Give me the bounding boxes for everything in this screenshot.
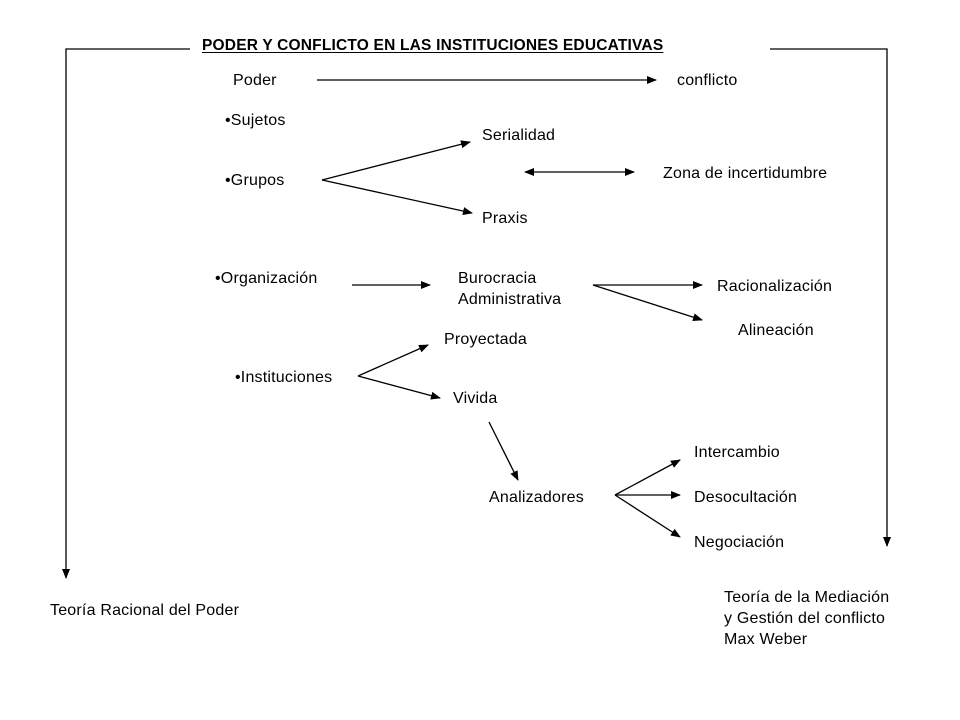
node-proyectada: Proyectada [444,331,527,348]
node-alineacion: Alineación [738,322,814,339]
diagram-title: PODER Y CONFLICTO EN LAS INSTITUCIONES EDUCATIVAS [198,37,667,55]
left-frame-line [66,49,190,578]
burocracia-alineacion-arrow [593,285,702,320]
analizadores-negociacion-arrow [615,495,680,537]
node-serialidad: Serialidad [482,127,556,144]
node-racionalizacion: Racionalización [717,278,833,295]
grupos-praxis-arrow [322,180,472,213]
node-praxis: Praxis [482,210,528,227]
analizadores-intercambio-arrow [615,460,680,495]
node-conflicto: conflicto [677,72,738,89]
right-frame-line [770,49,887,546]
node-instituciones: •Instituciones [235,369,333,386]
node-sujetos: •Sujetos [225,112,286,129]
node-intercambio: Intercambio [694,444,780,461]
instituciones-proyectada-arrow [358,345,428,376]
node-vivida: Vivida [453,390,498,407]
node-teoria-mediacion: Teoría de la Mediación y Gestión del conflicto Max Weber [724,589,890,648]
node-zona-incertidumbre: Zona de incertidumbre [663,165,828,182]
node-burocracia-administrativa: Burocracia Administrativa [458,270,562,308]
instituciones-vivida-arrow [358,376,440,398]
grupos-serialidad-arrow [322,142,470,180]
vivida-analizadores-arrow [489,422,518,480]
node-poder: Poder [233,72,277,89]
node-negociacion: Negociación [694,534,785,551]
node-grupos: •Grupos [225,172,285,189]
node-desocultacion: Desocultación [694,489,798,506]
node-organizacion: •Organización [215,270,318,287]
node-teoria-racional: Teoría Racional del Poder [50,602,240,619]
node-analizadores: Analizadores [489,489,584,506]
